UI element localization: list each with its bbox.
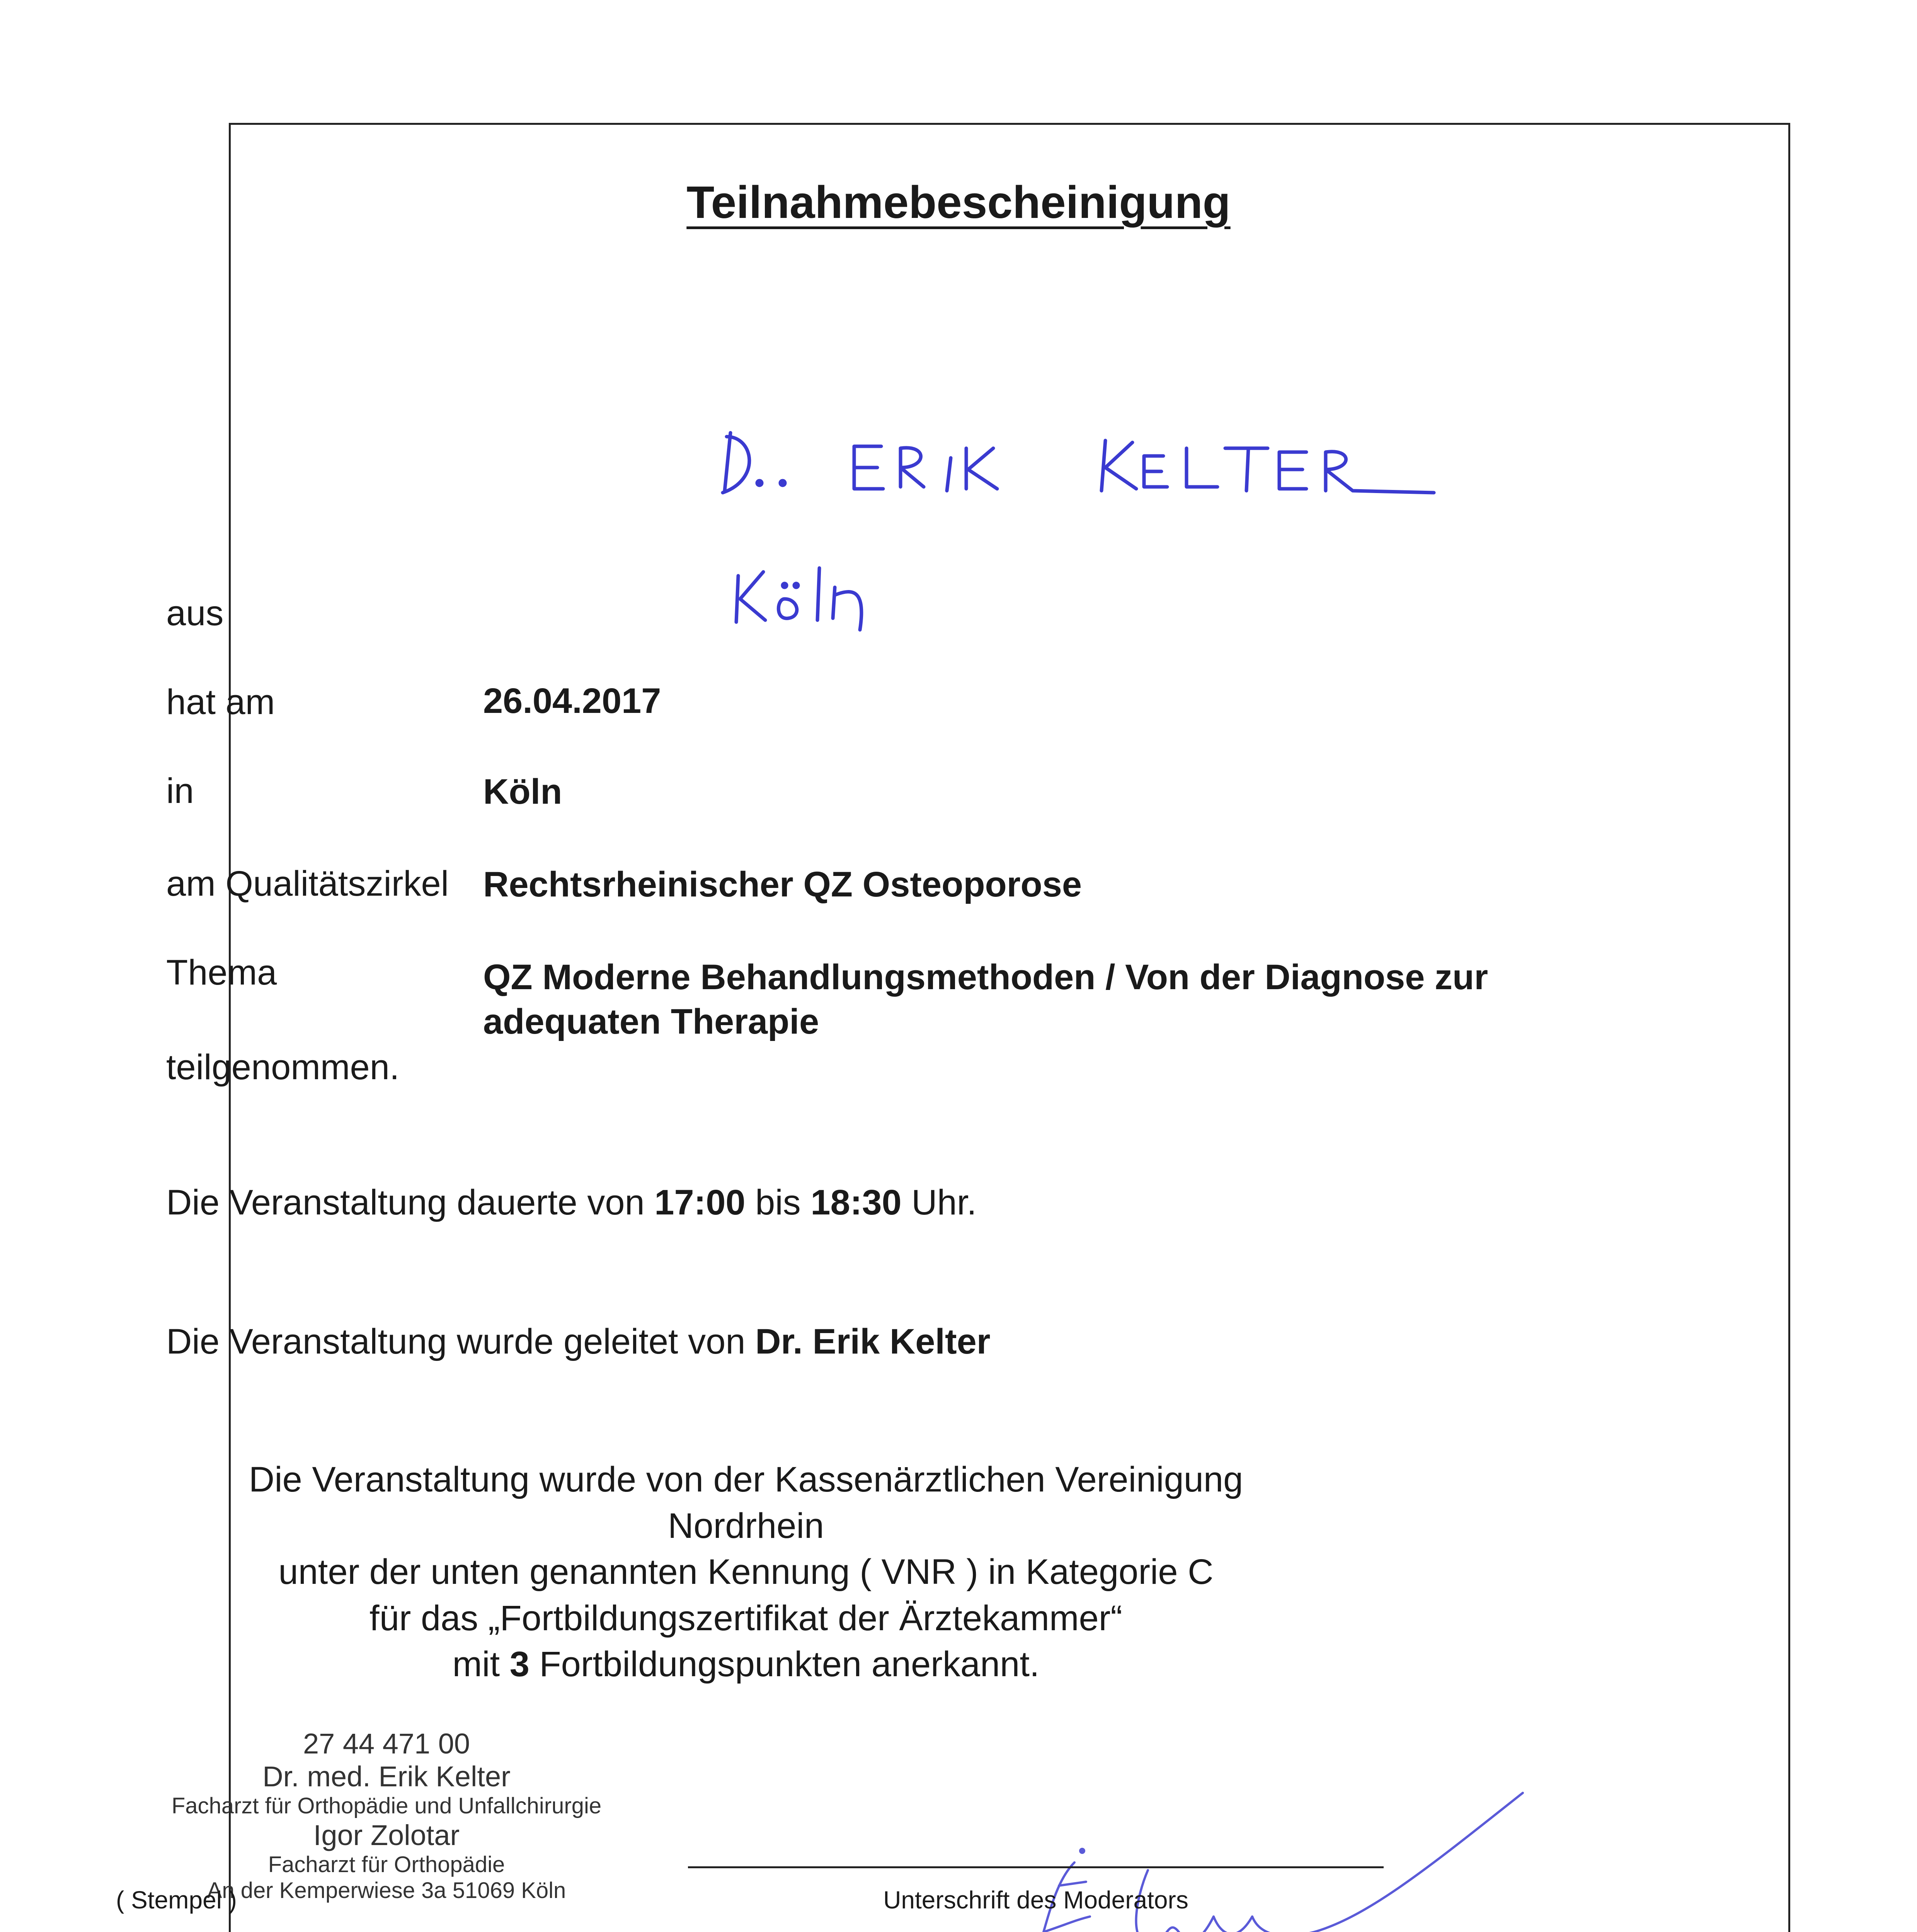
recognition-paragraph — [166, 1457, 1326, 1688]
field-value-topic-line1: QZ Moderne Behandlungsmethoden / Von der Diagnose zur — [483, 957, 1488, 997]
recognition-line-1: Die Veranstaltung wurde von der Kassenärztlichen Vereinigung Nordrhein — [249, 1460, 1243, 1546]
document-title: Teilnahmebescheinigung — [686, 177, 1231, 228]
field-label-aus: aus — [166, 594, 224, 633]
recognition-line-4: mit 3 Fortbildungspunkten anerkannt. — [452, 1645, 1040, 1684]
recognition-line-3: für das „Fortbildungszertifikat der Ärztekammer“ — [369, 1598, 1122, 1638]
led-by-line: Die Veranstaltung wurde geleitet von Dr. Erik Kelter — [166, 1322, 991, 1361]
handwritten-city — [727, 556, 928, 636]
practice-stamp — [77, 1727, 696, 1903]
field-label-participated: teilgenommen. — [166, 1048, 400, 1087]
stamp-address: An der Kemperwiese 3a 51069 Köln — [207, 1878, 566, 1903]
duration-start: 17:00 — [654, 1183, 746, 1222]
field-value-topic-line2: adequaten Therapie — [483, 1002, 819, 1041]
stamp-doctor-title: Facharzt für Orthopädie und Unfallchirurgie — [171, 1793, 602, 1818]
moderator-name: Dr. Erik Kelter — [755, 1322, 991, 1361]
stamp-doctor: Dr. med. Erik Kelter — [262, 1760, 511, 1793]
duration-line: Die Veranstaltung dauerte von 17:00 bis 18:30 Uhr. — [166, 1183, 977, 1222]
field-label-topic: Thema — [166, 953, 277, 992]
signature-caption: Unterschrift des Moderators — [883, 1886, 1188, 1914]
field-value-circle: Rechtsrheinischer QZ Osteoporose — [483, 865, 1082, 904]
credit-points: 3 — [509, 1645, 529, 1684]
field-value-date: 26.04.2017 — [483, 681, 661, 721]
signature-line — [688, 1866, 1384, 1868]
handwritten-name — [688, 425, 1453, 527]
field-label-place: in — [166, 771, 194, 811]
field-label-circle: am Qualitätszirkel — [166, 864, 449, 903]
stamp-colleague: Igor Zolotar — [313, 1819, 460, 1851]
stamp-colleague-title: Facharzt für Orthopädie — [268, 1852, 505, 1877]
stamp-caption: ( Stempel ) — [116, 1886, 237, 1914]
recognition-line-2: unter der unten genannten Kennung ( VNR ) in Kategorie C — [278, 1552, 1214, 1592]
duration-end: 18:30 — [810, 1183, 902, 1222]
field-label-date: hat am — [166, 682, 275, 722]
stamp-number: 27 44 471 00 — [303, 1728, 470, 1760]
field-value-place: Köln — [483, 772, 562, 811]
